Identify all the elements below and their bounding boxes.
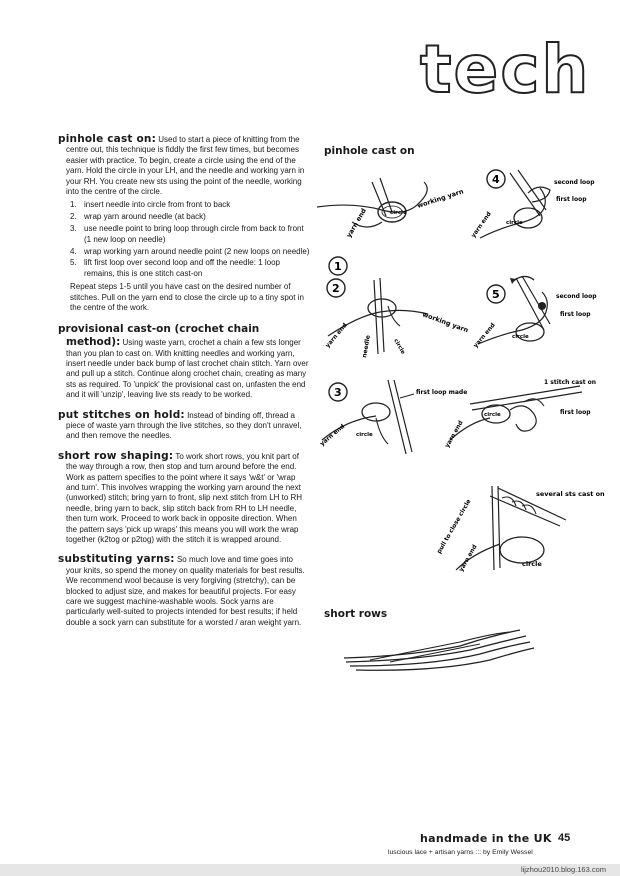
label-yarn-end: yarn end xyxy=(344,206,368,239)
diagram-short-rows xyxy=(340,622,540,674)
provisional-heading: provisional cast-on (crochet chain method): xyxy=(58,322,260,348)
label-first-loop-5: first loop xyxy=(560,311,591,318)
substituting-body: So much love and time goes into your knits, so spend the money on quality materials for best results. We recommend wool because is very forgiving (stretchy), can be blocked to adjust size, and makes for beautiful projects. For easy care we suggest machine-washable wools. Sock yarns are particularly well-suited to projects intended for best results; if held double a sock yarn can substitute for a worsted / aran weight yarn. xyxy=(66,555,305,627)
short-row-section xyxy=(58,451,310,546)
hold-section xyxy=(58,410,310,442)
label-second-loop: second loop xyxy=(554,179,595,186)
label-circle-several: circle xyxy=(522,560,542,568)
label-circle: circle xyxy=(390,210,407,216)
label-pull-close: pull to close circle xyxy=(435,498,473,555)
section-title xyxy=(418,28,598,108)
label-first-loop-made: first loop made xyxy=(416,389,468,396)
label-second-loop-5: second loop xyxy=(556,293,597,300)
step-item: 2. wrap yarn around needle (at back) xyxy=(70,212,206,222)
hold-body: Instead of binding off, thread a piece of waste yarn through the live stitches, so they don't unravel, and then remove the needles. xyxy=(66,410,302,441)
diagram-step-5 xyxy=(472,270,602,356)
short-row-body: To work short rows, you knit part of the way through a row, then stop and turn around before the end. Work as pattern specifies to the point where it says 'w&t' or 'wrap and turn'. This involves wrapping the working yarn around the next (unworked) stitch; bring yarn to front, slip next stitch from LH to RH needle, bring yarn to back, slip stitch back from RH to LH needle, then turn work. Proceed to work back in opposite direction. When the pattern says 'pick up wraps' this means you will work the wrap together (k2tog or p2tog) with the stitch it is wrapped around. xyxy=(66,451,303,544)
footer-subtitle: luscious lace + artisan yarns ::: by Emily Wessel xyxy=(388,849,533,856)
pinhole-intro: Used to start a piece of knitting from the centre out, this technique is fiddly the first few times, but becomes easier with practice. To begin, create a circle using the end of the yarn. Hold the circle in your LH, and the needle and working yarn in your RH. You create new sts using the point of the needle, working into the centre of the circle. xyxy=(66,135,305,197)
provisional-section xyxy=(58,323,310,401)
step-2-badge: 2 xyxy=(332,282,340,295)
label-first-loop-cast: first loop xyxy=(560,409,591,416)
label-circle-cast: circle xyxy=(484,412,501,418)
pinhole-heading: pinhole cast on: xyxy=(58,133,156,145)
step-item: 1. insert needle into circle from front to back xyxy=(70,200,231,210)
label-working-yarn: working yarn xyxy=(416,187,465,210)
pinhole-section xyxy=(58,134,310,314)
label-yarn-end-2: yarn end xyxy=(324,321,349,350)
label-circle-3: circle xyxy=(356,432,373,438)
diagram-circle xyxy=(312,172,465,252)
step-3-badge: 3 xyxy=(334,386,342,399)
label-several-sts: several sts cast on xyxy=(536,490,605,498)
pinhole-outro: Repeat steps 1-5 until you have cast on the desired number of stitches. Pull on the yarn end to close the circle up to a tiny spot in the centre of the work. xyxy=(70,282,304,313)
label-yarn-end-4: yarn end xyxy=(469,210,493,240)
provisional-body: Using waste yarn, crochet a chain a few sts longer than you plan to cast on. With knitting needles and working yarn, insert needle under back bump of last crochet chain stitch. Yarn over and pull up a stitch. Continue along crochet chain, creating as many sts as required. To 'unpick' the provisional cast on, unfasten the end and it will 'unzip', leaving live sts ready to be worked. xyxy=(66,337,309,400)
label-yarn-end-3: yarn end xyxy=(318,422,347,448)
left-column xyxy=(58,134,310,637)
label-circle-4: circle xyxy=(506,220,523,226)
footer-title: handmade in the UK xyxy=(420,832,552,845)
label-yarn-end-5: yarn end xyxy=(472,321,497,350)
step-1-badge: 1 xyxy=(334,260,342,273)
hold-heading: put stitches on hold: xyxy=(58,408,185,421)
diagram-step-3 xyxy=(316,378,468,458)
watermark: lijzhou2010.blog.163.com xyxy=(520,865,606,874)
substituting-section xyxy=(58,554,310,628)
label-yarn-end-several: yarn end xyxy=(457,543,479,573)
step-4-badge: 4 xyxy=(492,173,500,186)
step-item: 3. use needle point to bring loop through circle from back to front (1 new loop on needle) xyxy=(70,224,304,244)
step-item: 5. lift first loop over second loop and off the needle: 1 loop remains, this is one stitch cast-on xyxy=(70,258,280,278)
short-rows-figure-label: short rows xyxy=(324,608,388,620)
label-working-yarn-2: working yarn xyxy=(421,310,470,335)
step-item: 4. wrap working yarn around needle point (2 new loops on needle) xyxy=(70,246,310,256)
label-circle-5: circle xyxy=(512,334,529,340)
pinhole-figure-label: pinhole cast on xyxy=(324,145,415,157)
short-row-heading: short row shaping: xyxy=(58,449,174,462)
diagram-step-2 xyxy=(318,276,470,362)
pinhole-steps xyxy=(58,200,310,279)
page-number: 45 xyxy=(558,832,571,844)
step-5-badge: 5 xyxy=(492,288,500,301)
diagram-several-stitches xyxy=(432,484,605,580)
label-yarn-end-cast: yarn end xyxy=(443,419,465,449)
label-circle-2: circle xyxy=(392,338,406,356)
diagram-step-4 xyxy=(470,168,600,250)
title-text: tech xyxy=(420,31,591,108)
diagram-step-1 xyxy=(326,254,350,278)
label-first-loop: first loop xyxy=(556,196,587,203)
diagram-one-stitch xyxy=(440,374,602,454)
label-one-stitch-cast-on: 1 stitch cast on xyxy=(544,379,597,386)
substituting-heading: substituting yarns: xyxy=(58,553,175,566)
label-needle: needle xyxy=(361,334,372,359)
